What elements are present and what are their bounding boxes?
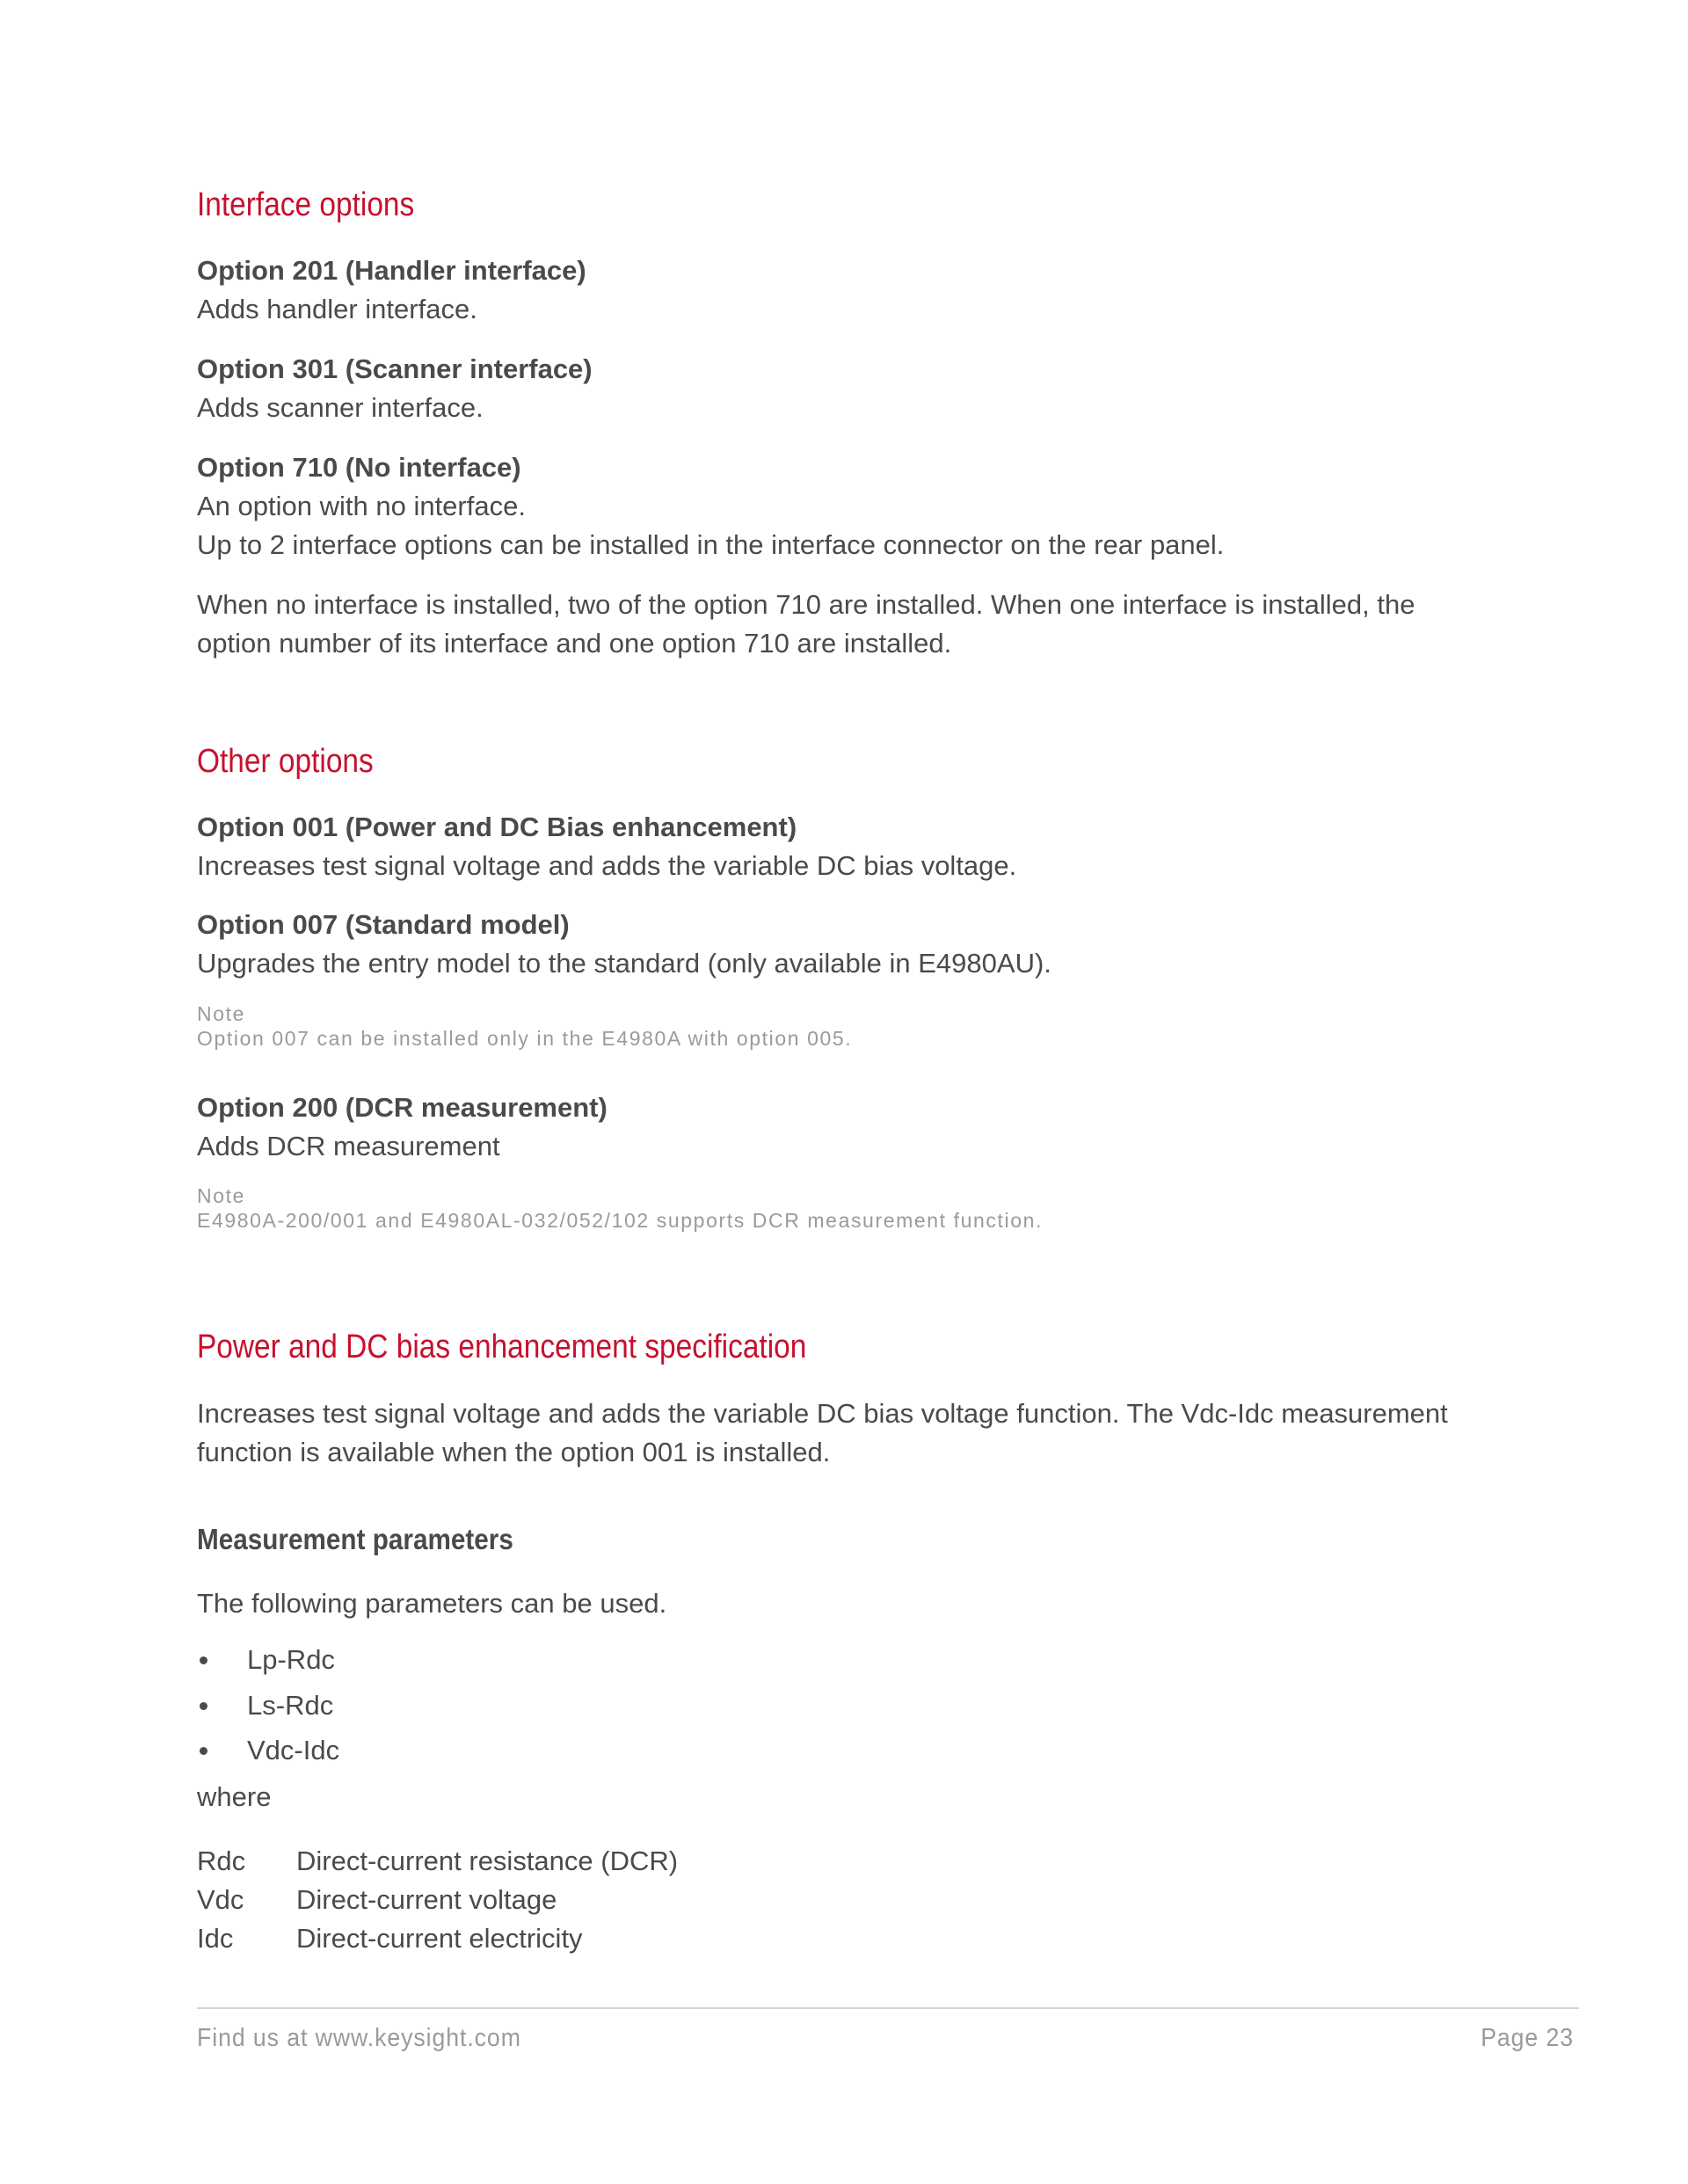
footer-website-link[interactable]: Find us at www.keysight.com <box>197 2024 521 2052</box>
option-200-title: Option 200 (DCR measurement) <box>197 1092 608 1123</box>
heading-interface-options: Interface options <box>197 186 415 223</box>
option-007-text: Upgrades the entry model to the standard (only available in E4980AU). <box>197 948 1051 979</box>
list-item-text: Lp-Rdc <box>247 1644 335 1675</box>
where-label: where <box>197 1781 272 1812</box>
definition-term: Vdc <box>197 1884 244 1915</box>
document-page <box>197 0 1579 2184</box>
interface-paragraph-line-2: option number of its interface and one option 710 are installed. <box>197 628 952 659</box>
option-301-text: Adds scanner interface. <box>197 392 484 423</box>
note-1-label: Note <box>197 1002 245 1025</box>
power-paragraph-line-1: Increases test signal voltage and adds the variable DC bias voltage function. The Vdc-Idc measurement <box>197 1398 1448 1429</box>
note-2-label: Note <box>197 1184 245 1207</box>
option-301-title: Option 301 (Scanner interface) <box>197 353 593 384</box>
bullet-icon <box>200 1702 207 1710</box>
definition-description: Direct-current resistance (DCR) <box>296 1845 679 1876</box>
heading-other-options: Other options <box>197 743 374 780</box>
interface-paragraph-line-1: When no interface is installed, two of the option 710 are installed. When one interface is installed, the <box>197 589 1415 620</box>
option-001-text: Increases test signal voltage and adds the variable DC bias voltage. <box>197 850 1017 881</box>
heading-power-dc-bias: Power and DC bias enhancement specification <box>197 1329 807 1365</box>
footer-page-number: Page 23 <box>1481 2024 1574 2052</box>
option-200-text: Adds DCR measurement <box>197 1131 500 1161</box>
bullet-icon <box>200 1747 207 1755</box>
note-1-text: Option 007 can be installed only in the E4980A with option 005. <box>197 1027 853 1050</box>
list-item-text: Vdc-Idc <box>247 1735 340 1765</box>
definition-description: Direct-current voltage <box>296 1884 557 1915</box>
list-item-text: Ls-Rdc <box>247 1690 334 1721</box>
definition-term: Rdc <box>197 1845 246 1876</box>
definition-term: Idc <box>197 1923 234 1954</box>
definition-description: Direct-current electricity <box>296 1923 583 1954</box>
measurement-intro: The following parameters can be used. <box>197 1588 667 1619</box>
footer-divider <box>197 2007 1579 2009</box>
option-201-text: Adds handler interface. <box>197 294 477 324</box>
heading-measurement-parameters: Measurement parameters <box>197 1523 513 1555</box>
option-007-title: Option 007 (Standard model) <box>197 909 570 940</box>
option-201-title: Option 201 (Handler interface) <box>197 255 586 286</box>
option-710-text: An option with no interface. <box>197 491 526 521</box>
option-001-title: Option 001 (Power and DC Bias enhancement) <box>197 812 797 842</box>
bullet-icon <box>200 1656 207 1664</box>
option-710-title: Option 710 (No interface) <box>197 452 521 483</box>
power-paragraph-line-2: function is available when the option 001 is installed. <box>197 1437 831 1467</box>
option-710-install-text: Up to 2 interface options can be installed in the interface connector on the rear panel. <box>197 529 1225 560</box>
note-2-text: E4980A-200/001 and E4980AL-032/052/102 supports DCR measurement function. <box>197 1209 1043 1232</box>
